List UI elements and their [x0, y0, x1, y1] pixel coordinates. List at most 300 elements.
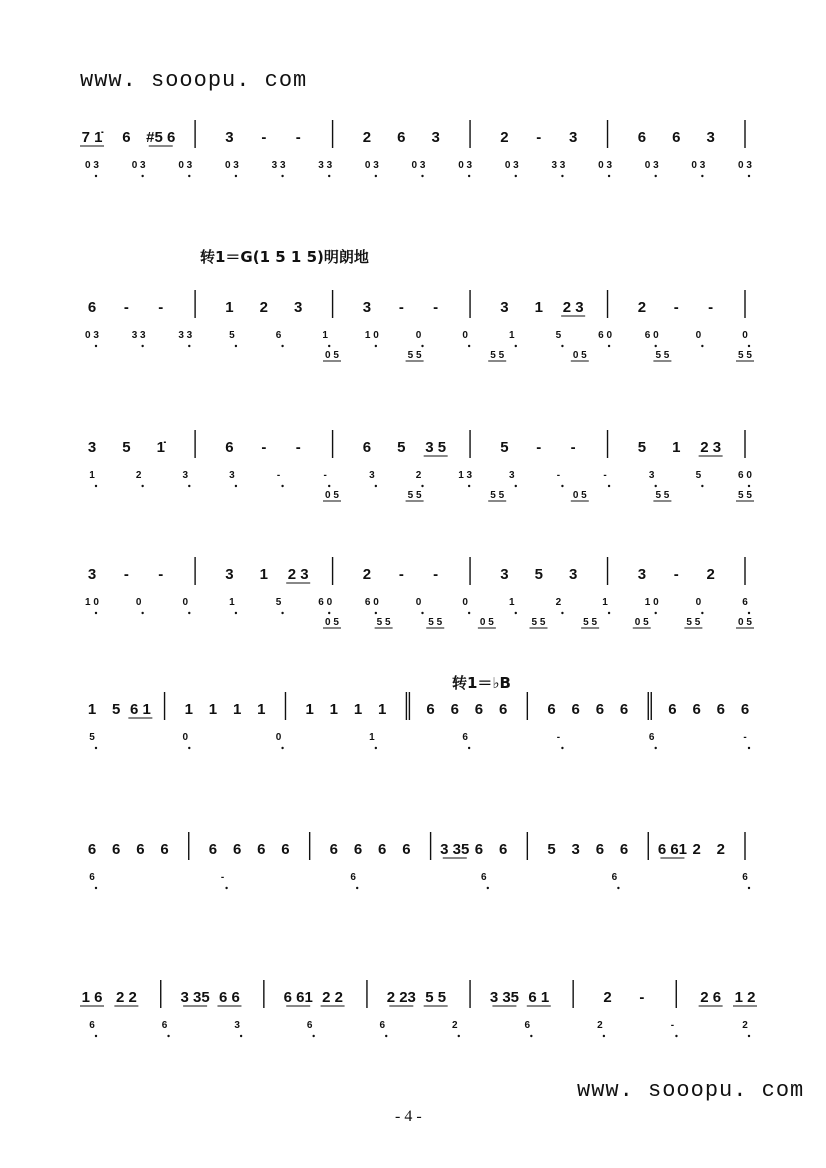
melody-note: 1 — [534, 299, 543, 316]
melody-note: 6 — [112, 841, 121, 858]
accompaniment-low-note: 0 5 — [572, 350, 587, 361]
melody-note: 7 1̇ — [81, 129, 103, 146]
melody-note: 6 1 — [129, 701, 151, 718]
melody-note: 3 — [362, 299, 372, 316]
melody-note: - — [123, 299, 129, 316]
octave-dot — [385, 1035, 387, 1037]
melody-note: 6 — [281, 841, 290, 858]
melody-note: 6 — [136, 841, 145, 858]
accompaniment-low-note: 5 5 — [655, 350, 670, 361]
accompaniment-note: - — [670, 1020, 675, 1031]
octave-dot — [281, 175, 283, 177]
melody-note: 5 — [500, 439, 509, 456]
octave-dot — [701, 175, 703, 177]
melody-note: 6 — [672, 129, 681, 146]
accompaniment-note: 6 0 — [598, 330, 613, 341]
accompaniment-note: 0 — [415, 330, 422, 341]
melody-note: 3 — [568, 566, 578, 583]
octave-dot — [421, 345, 423, 347]
score-system-4 — [0, 555, 826, 635]
octave-dot — [608, 485, 610, 487]
accompaniment-low-note: 5 5 — [738, 490, 752, 501]
accompaniment-note: 6 — [379, 1020, 386, 1031]
melody-note: 2 3 — [700, 439, 722, 456]
melody-note: 1 — [257, 701, 266, 718]
melody-note: 1 — [232, 701, 242, 718]
melody-note: 1 — [329, 701, 339, 718]
melody-note: 2 — [692, 841, 701, 858]
accompaniment-note: 2 — [451, 1020, 458, 1031]
accompaniment-note: - — [323, 470, 327, 481]
melody-note: 1 — [672, 439, 681, 456]
melody-note: 1 — [184, 701, 193, 718]
page-number: - 4 - — [395, 1108, 422, 1125]
melody-note: 1 — [378, 701, 387, 718]
accompaniment-low-note: 5 5 — [407, 350, 422, 361]
melody-note: 2 — [706, 566, 715, 583]
accompaniment-note: 0 3 — [364, 160, 379, 171]
melody-note: - — [261, 439, 267, 456]
melody-note: 6 — [208, 841, 218, 858]
octave-dot — [561, 345, 563, 347]
accompaniment-low-note: 5 5 — [686, 617, 701, 628]
accompaniment-note: 0 3 — [458, 160, 473, 171]
melody-note: 6 — [571, 701, 580, 718]
melody-note: 6 — [378, 841, 387, 858]
octave-dot — [561, 612, 563, 614]
accompaniment-note: - — [220, 872, 225, 883]
accompaniment-note: 5 — [89, 732, 95, 743]
melody-note: 6 61 — [283, 989, 313, 1006]
melody-note: 1 — [353, 701, 363, 718]
accompaniment-note: 6 — [481, 872, 487, 883]
melody-note: 3 — [568, 129, 578, 146]
melody-note: 2 2 — [115, 989, 137, 1006]
accompaniment-low-note: 0 5 — [325, 350, 339, 361]
accompaniment-low-note: 0 5 — [479, 617, 494, 628]
octave-dot — [281, 747, 283, 749]
melody-note: 2 — [637, 299, 647, 316]
accompaniment-note: 0 3 — [598, 160, 613, 171]
melody-note: 6 — [122, 129, 131, 146]
octave-dot — [701, 345, 703, 347]
octave-dot — [748, 345, 750, 347]
melody-note: - — [536, 129, 542, 146]
melody-note: - — [673, 299, 679, 316]
accompaniment-note: 0 — [695, 330, 702, 341]
melody-note: 6 — [362, 439, 372, 456]
octave-dot — [748, 887, 750, 889]
melody-note: 6 — [692, 701, 701, 718]
melody-note: 5 — [547, 841, 556, 858]
melody-note: 6 1 — [528, 989, 550, 1006]
accompaniment-note: 1 — [509, 330, 515, 341]
accompaniment-note: 3 — [648, 470, 655, 481]
accompaniment-note: 6 — [89, 1020, 95, 1031]
octave-dot — [328, 612, 330, 614]
accompaniment-note: 6 — [742, 597, 748, 608]
melody-note: - — [261, 129, 267, 146]
octave-dot — [655, 612, 657, 614]
accompaniment-note: 1 — [229, 597, 235, 608]
melody-note: - — [673, 566, 679, 583]
accompaniment-note: 0 — [415, 597, 422, 608]
melody-note: 6 — [402, 841, 411, 858]
melody-note: 3 5 — [425, 439, 447, 456]
accompaniment-note: 6 0 — [738, 470, 752, 481]
melody-note: 2 — [500, 129, 509, 146]
accompaniment-note: 1 3 — [458, 470, 473, 481]
melody-note: 2 — [716, 841, 725, 858]
octave-dot — [617, 887, 619, 889]
accompaniment-note: 6 — [462, 732, 468, 743]
accompaniment-low-note: 5 5 — [376, 617, 391, 628]
octave-dot — [188, 612, 190, 614]
octave-dot — [95, 612, 97, 614]
accompaniment-low-note: 5 5 — [407, 490, 422, 501]
accompaniment-note: 6 0 — [318, 597, 333, 608]
melody-note: 6 — [595, 841, 605, 858]
octave-dot — [188, 345, 190, 347]
melody-note: 2 — [362, 129, 372, 146]
octave-dot — [141, 175, 143, 177]
octave-dot — [468, 345, 470, 347]
melody-note: 6 — [668, 701, 677, 718]
octave-dot — [701, 612, 703, 614]
octave-dot — [188, 747, 190, 749]
melody-note: 6 — [595, 701, 605, 718]
accompaniment-note: 5 — [275, 597, 282, 608]
melody-note: 3 — [87, 439, 97, 456]
melody-note: - — [570, 439, 576, 456]
accompaniment-note: 2 — [597, 1020, 603, 1031]
accompaniment-note: 5 — [555, 330, 562, 341]
accompaniment-low-note: 0 5 — [738, 617, 752, 628]
melody-note: 6 — [87, 299, 97, 316]
melody-note: 2 23 — [386, 989, 416, 1006]
octave-dot — [487, 887, 489, 889]
octave-dot — [655, 175, 657, 177]
accompaniment-note: 1 — [369, 732, 375, 743]
melody-note: 5 — [534, 566, 543, 583]
octave-dot — [468, 175, 470, 177]
octave-dot — [701, 485, 703, 487]
melody-note: 1 6 — [81, 989, 103, 1006]
melody-note: 6 — [619, 841, 629, 858]
octave-dot — [561, 747, 563, 749]
watermark-top: www. sooopu. com — [80, 68, 308, 93]
melody-note: 1̇ — [156, 439, 165, 456]
accompaniment-low-note: 5 5 — [490, 350, 505, 361]
melody-note: 2 — [603, 989, 612, 1006]
accompaniment-note: 3 3 — [551, 160, 566, 171]
melody-note: 1 — [87, 701, 97, 718]
octave-dot — [530, 1035, 532, 1037]
accompaniment-note: 3 3 — [131, 330, 146, 341]
score-system-6 — [0, 830, 826, 910]
melody-note: 3 — [225, 566, 234, 583]
octave-dot — [748, 747, 750, 749]
melody-note: 3 35 — [440, 841, 470, 858]
melody-note: 6 — [225, 439, 234, 456]
melody-note: - — [123, 566, 129, 583]
octave-dot — [675, 1035, 677, 1037]
melody-note: 3 35 — [180, 989, 210, 1006]
accompaniment-note: 3 — [369, 470, 375, 481]
melody-note: 6 — [547, 701, 556, 718]
accompaniment-note: 0 3 — [644, 160, 659, 171]
melody-note: 5 — [637, 439, 647, 456]
accompaniment-low-note: 0 5 — [325, 617, 339, 628]
accompaniment-low-note: 5 5 — [583, 617, 598, 628]
accompaniment-note: 6 — [306, 1020, 313, 1031]
octave-dot — [608, 175, 610, 177]
melody-note: 6 — [474, 841, 484, 858]
octave-dot — [95, 345, 97, 347]
accompaniment-note: - — [556, 470, 561, 481]
octave-dot — [608, 612, 610, 614]
octave-dot — [281, 612, 283, 614]
melody-note: 3 — [225, 129, 234, 146]
melody-note: - — [536, 439, 542, 456]
octave-dot — [515, 612, 517, 614]
melody-note: 1 — [208, 701, 218, 718]
melody-note: - — [295, 439, 301, 456]
accompaniment-note: 6 0 — [364, 597, 379, 608]
score-system-2 — [0, 288, 826, 368]
octave-dot — [328, 175, 330, 177]
melody-note: 3 35 — [489, 989, 520, 1006]
octave-dot — [240, 1035, 242, 1037]
melody-note: 2 — [362, 566, 372, 583]
octave-dot — [95, 1035, 97, 1037]
accompaniment-note: 0 — [182, 597, 189, 608]
melody-note: 3 — [706, 129, 715, 146]
accompaniment-note: 0 3 — [691, 160, 706, 171]
octave-dot — [561, 175, 563, 177]
melody-note: 6 6 — [219, 989, 240, 1006]
octave-dot — [141, 345, 143, 347]
accompaniment-note: 0 — [462, 330, 468, 341]
watermark-bottom: www. sooopu. com — [577, 1078, 805, 1103]
octave-dot — [421, 175, 423, 177]
melody-note: 1 2 — [734, 989, 756, 1006]
octave-dot — [655, 485, 657, 487]
accompaniment-note: 3 — [509, 470, 515, 481]
octave-dot — [281, 345, 283, 347]
melody-note: 5 — [112, 701, 121, 718]
accompaniment-note: 2 — [135, 470, 142, 481]
melody-note: - — [398, 299, 404, 316]
melody-note: 5 5 — [425, 989, 447, 1006]
accompaniment-note: 5 — [229, 330, 235, 341]
accompaniment-note: 6 — [524, 1020, 531, 1031]
octave-dot — [141, 485, 143, 487]
melody-note: 6 — [450, 701, 459, 718]
accompaniment-note: - — [603, 470, 607, 481]
melody-note: - — [708, 299, 714, 316]
accompaniment-low-note: 5 5 — [738, 350, 752, 361]
accompaniment-note: - — [276, 470, 281, 481]
accompaniment-note: - — [743, 732, 747, 743]
accompaniment-note: 0 3 — [224, 160, 239, 171]
octave-dot — [328, 345, 330, 347]
octave-dot — [515, 485, 517, 487]
octave-dot — [375, 175, 377, 177]
melody-note: 1 — [225, 299, 234, 316]
accompaniment-note: 0 — [462, 597, 468, 608]
accompaniment-note: 1 0 — [644, 597, 659, 608]
octave-dot — [281, 485, 283, 487]
melody-note: 6 — [498, 841, 508, 858]
accompaniment-note: 1 0 — [364, 330, 379, 341]
melody-note: 3 — [431, 129, 440, 146]
melody-note: 2 3 — [287, 566, 309, 583]
octave-dot — [95, 747, 97, 749]
score-system-1 — [0, 118, 826, 198]
accompaniment-low-note: 0 5 — [634, 617, 649, 628]
accompaniment-low-note: 5 5 — [490, 490, 505, 501]
modulation-annotation-g: 转1＝G(1 5 1 5)明朗地 — [200, 248, 369, 266]
accompaniment-note: 1 — [509, 597, 515, 608]
accompaniment-note: 1 0 — [85, 597, 99, 608]
octave-dot — [188, 175, 190, 177]
octave-dot — [515, 175, 517, 177]
accompaniment-note: 3 — [234, 1020, 240, 1031]
octave-dot — [95, 485, 97, 487]
accompaniment-note: 0 3 — [131, 160, 146, 171]
octave-dot — [235, 345, 237, 347]
melody-note: 6 — [353, 841, 363, 858]
accompaniment-note: 6 — [350, 872, 356, 883]
melody-note: - — [158, 566, 164, 583]
score-system-3 — [0, 428, 826, 508]
melody-note: 3 — [500, 299, 509, 316]
octave-dot — [468, 612, 470, 614]
octave-dot — [421, 612, 423, 614]
accompaniment-note: 2 — [742, 1020, 748, 1031]
accompaniment-note: 0 3 — [85, 160, 99, 171]
accompaniment-note: 1 — [602, 597, 608, 608]
melody-note: - — [639, 989, 645, 1006]
accompaniment-note: 1 — [322, 330, 328, 341]
accompaniment-note: 2 — [555, 597, 562, 608]
melody-note: 6 — [637, 129, 647, 146]
octave-dot — [608, 345, 610, 347]
accompaniment-note: 6 0 — [644, 330, 659, 341]
accompaniment-note: - — [556, 732, 561, 743]
melody-note: 6 — [498, 701, 508, 718]
melody-note: - — [433, 299, 439, 316]
melody-note: 6 — [160, 841, 169, 858]
octave-dot — [235, 485, 237, 487]
octave-dot — [748, 485, 750, 487]
melody-note: 3 — [87, 566, 97, 583]
melody-note: 2 — [259, 299, 269, 316]
accompaniment-note: 0 3 — [178, 160, 193, 171]
melody-note: 6 — [474, 701, 484, 718]
accompaniment-note: 2 — [415, 470, 422, 481]
melody-note: 6 — [619, 701, 629, 718]
accompaniment-note: 1 — [89, 470, 95, 481]
melody-note: - — [158, 299, 164, 316]
melody-note: 6 — [716, 701, 725, 718]
melody-note: 3 — [637, 566, 647, 583]
accompaniment-note: 3 — [229, 470, 235, 481]
melody-note: - — [295, 129, 301, 146]
octave-dot — [603, 1035, 605, 1037]
accompaniment-note: 0 — [135, 597, 142, 608]
melody-note: #5 6 — [146, 129, 176, 146]
melody-note: 6 — [426, 701, 435, 718]
octave-dot — [655, 345, 657, 347]
accompaniment-note: 0 3 — [738, 160, 752, 171]
accompaniment-note: 6 — [648, 732, 655, 743]
octave-dot — [235, 175, 237, 177]
octave-dot — [167, 1035, 169, 1037]
accompaniment-note: 0 3 — [504, 160, 519, 171]
octave-dot — [655, 747, 657, 749]
melody-note: - — [433, 566, 439, 583]
accompaniment-note: 0 — [695, 597, 702, 608]
accompaniment-note: 6 — [611, 872, 618, 883]
accompaniment-note: 6 — [275, 330, 282, 341]
accompaniment-note: 6 — [161, 1020, 168, 1031]
accompaniment-low-note: 5 5 — [428, 617, 443, 628]
melody-note: 3 — [500, 566, 509, 583]
accompaniment-note: 0 — [742, 330, 748, 341]
octave-dot — [468, 485, 470, 487]
accompaniment-note: 0 3 — [411, 160, 426, 171]
melody-note: 6 — [257, 841, 266, 858]
octave-dot — [356, 887, 358, 889]
accompaniment-note: 0 3 — [85, 330, 99, 341]
score-system-7 — [0, 978, 826, 1058]
octave-dot — [748, 175, 750, 177]
melody-note: 6 — [232, 841, 242, 858]
octave-dot — [515, 345, 517, 347]
octave-dot — [748, 612, 750, 614]
accompaniment-low-note: 0 5 — [572, 490, 587, 501]
octave-dot — [458, 1035, 460, 1037]
accompaniment-note: 3 3 — [178, 330, 193, 341]
octave-dot — [421, 485, 423, 487]
melody-note: 2 6 — [700, 989, 722, 1006]
melody-note: - — [398, 566, 404, 583]
accompaniment-note: 0 — [182, 732, 189, 743]
melody-note: 1 — [259, 566, 269, 583]
accompaniment-low-note: 5 5 — [655, 490, 670, 501]
octave-dot — [561, 485, 563, 487]
melody-note: 2 2 — [322, 989, 344, 1006]
octave-dot — [328, 485, 330, 487]
accompaniment-note: 3 — [182, 470, 189, 481]
modulation-annotation-bb: 转1＝♭B — [452, 674, 511, 692]
melody-note: 6 — [397, 129, 406, 146]
score-system-5 — [0, 690, 826, 770]
melody-note: 1 — [305, 701, 314, 718]
octave-dot — [468, 747, 470, 749]
accompaniment-note: 5 — [695, 470, 702, 481]
melody-note: 6 — [740, 701, 750, 718]
octave-dot — [225, 887, 227, 889]
octave-dot — [95, 175, 97, 177]
melody-note: 6 61 — [657, 841, 688, 858]
melody-note: 3 — [294, 299, 303, 316]
octave-dot — [141, 612, 143, 614]
accompaniment-note: 0 — [275, 732, 282, 743]
octave-dot — [188, 485, 190, 487]
